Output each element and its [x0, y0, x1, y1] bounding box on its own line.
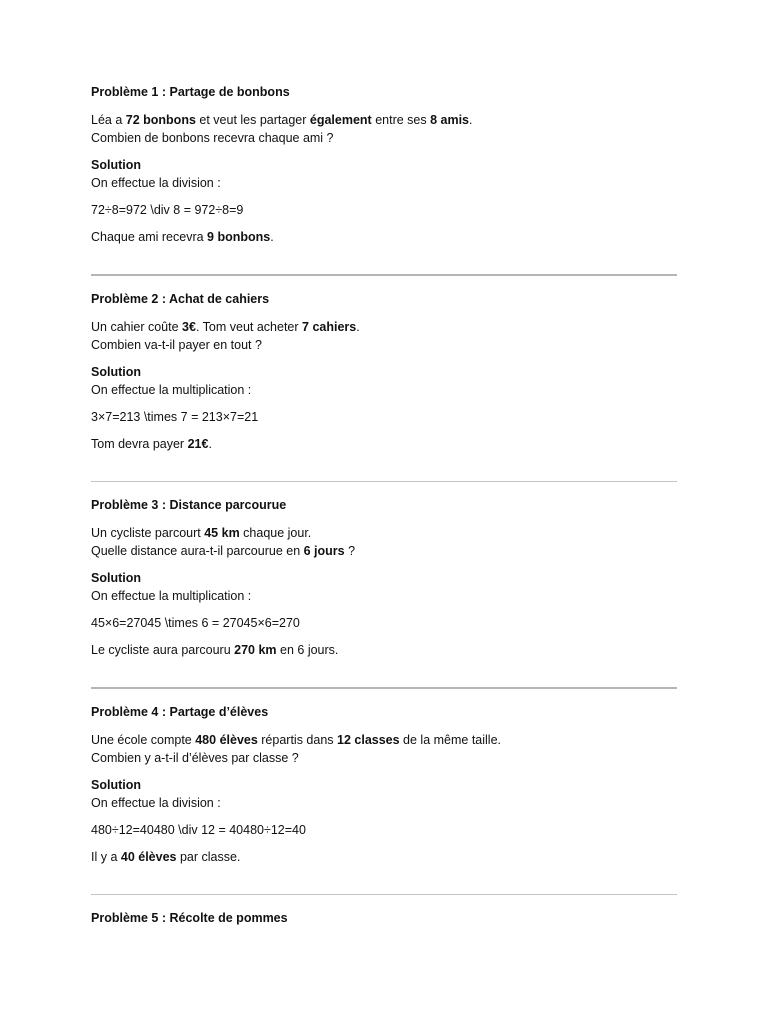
- conclusion: Tom devra payer 21€.: [91, 437, 212, 451]
- problem-title: Problème 2 : Achat de cahiers: [91, 292, 270, 306]
- solution-intro: On effectue la division :: [91, 176, 221, 190]
- problem-statement: Un cycliste parcourt 45 km chaque jour. Quelle distance aura-t-il parcourue en 6 jours ?: [91, 526, 356, 558]
- formula: 3×7=213 \times 7 = 213×7=21: [91, 410, 259, 424]
- formula: 72÷8=972 \div 8 = 972÷8=9: [91, 203, 244, 217]
- formula: 480÷12=40480 \div 12 = 40480÷12=40: [91, 823, 306, 837]
- conclusion: Chaque ami recevra 9 bonbons.: [91, 230, 274, 244]
- solution-intro: On effectue la division :: [91, 796, 221, 810]
- solution-intro: On effectue la multiplication :: [91, 589, 252, 603]
- solution-label: Solution: [91, 778, 141, 792]
- conclusion: Il y a 40 élèves par classe.: [91, 850, 241, 864]
- problem-1: [91, 83, 677, 260]
- solution-label: Solution: [91, 158, 141, 172]
- problem-4: [91, 703, 677, 880]
- section-divider: [91, 894, 677, 895]
- section-divider: [91, 481, 677, 482]
- problem-title: Problème 5 : Récolte de pommes: [91, 911, 288, 925]
- problem-statement: Un cahier coûte 3€. Tom veut acheter 7 cahiers. Combien va-t-il payer en tout ?: [91, 320, 360, 352]
- solution-label: Solution: [91, 365, 141, 379]
- problem-3: [91, 496, 677, 673]
- section-divider: [91, 274, 677, 276]
- problem-5: [91, 909, 677, 951]
- problem-2: [91, 290, 677, 467]
- conclusion: Le cycliste aura parcouru 270 km en 6 jours.: [91, 643, 339, 657]
- problem-title: Problème 3 : Distance parcourue: [91, 498, 287, 512]
- section-divider: [91, 687, 677, 689]
- problem-statement: Léa a 72 bonbons et veut les partager également entre ses 8 amis. Combien de bonbons recevra chaque ami ?: [91, 113, 473, 145]
- formula: 45×6=27045 \times 6 = 27045×6=270: [91, 616, 300, 630]
- solution-label: Solution: [91, 571, 141, 585]
- problem-statement: Une école compte 480 élèves répartis dans 12 classes de la même taille. Combien y a-t-il d’élèves par classe ?: [91, 733, 502, 765]
- problem-title: Problème 1 : Partage de bonbons: [91, 85, 290, 99]
- solution-intro: On effectue la multiplication :: [91, 383, 252, 397]
- document-page: [91, 83, 677, 951]
- problem-title: Problème 4 : Partage d’élèves: [91, 705, 269, 719]
